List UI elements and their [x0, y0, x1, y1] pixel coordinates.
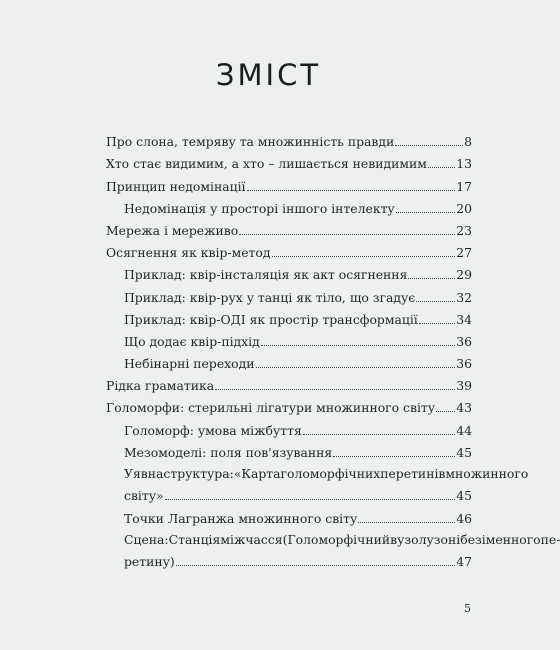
toc-entry-label: Про слона, темряву та множинність правди	[106, 134, 395, 150]
toc-entry-page: 36	[456, 333, 472, 349]
toc-entry-label: Голоморф: умова міжбуття	[124, 422, 302, 438]
toc-entry-label: Недомінація у просторі іншого інтелекту	[124, 200, 395, 216]
toc-entry-word: безіменного	[460, 531, 541, 547]
toc-entry-page: 13	[456, 156, 472, 172]
toc-entry-page: 34	[456, 311, 472, 327]
table-of-contents	[106, 130, 560, 572]
toc-entry-line-2	[124, 550, 472, 572]
leader-dots	[428, 167, 455, 168]
page-title: ЗМІСТ	[215, 58, 322, 92]
toc-entry-word: множинного	[445, 465, 529, 481]
leader-dots	[247, 190, 456, 191]
toc-entry-page: 8	[464, 134, 472, 150]
leader-dots	[436, 411, 455, 412]
toc-entry-label: Приклад: квір-інсталяція як акт осягнення	[124, 267, 408, 283]
toc-entry-page: 47	[456, 553, 472, 569]
toc-entry-label: Мережа і мереживо	[106, 222, 239, 238]
toc-entry-line-2	[124, 484, 472, 506]
leader-dots	[408, 278, 455, 279]
toc-entry[interactable]	[106, 308, 472, 330]
toc-entry[interactable]	[106, 396, 472, 418]
toc-entry-line-1	[124, 463, 529, 484]
page-number: 5	[464, 602, 471, 615]
toc-entry-word: голоморфічних	[280, 465, 381, 481]
toc-entry[interactable]	[106, 197, 472, 219]
toc-entry-page: 27	[456, 245, 472, 261]
leader-dots	[215, 389, 455, 390]
toc-entry-page: 45	[456, 487, 472, 503]
toc-entry-word: Сцена:	[124, 531, 169, 547]
toc-entry-label: Принцип недомінації	[106, 178, 246, 194]
leader-dots	[303, 434, 455, 435]
toc-entry-word: зоні	[433, 531, 461, 547]
toc-entry[interactable]	[106, 130, 472, 152]
toc-entry-label: Небінарні переходи	[124, 356, 255, 372]
toc-entry-label: Мезомоделі: поля пов'язування	[124, 444, 333, 460]
toc-entry[interactable]	[106, 374, 472, 396]
toc-entry-label: Приклад: квір-рух у танці як тіло, що згадує	[124, 289, 416, 305]
toc-entry-word: пе-	[540, 531, 560, 547]
toc-entry[interactable]	[106, 352, 472, 374]
toc-entry-word: вузол	[390, 531, 427, 547]
toc-entry-line-1	[124, 529, 560, 550]
leader-dots	[165, 499, 456, 500]
toc-entry-label: Хто стає видимим, а хто – лишається невидимим	[106, 156, 427, 172]
toc-entry-multiline[interactable]	[106, 529, 560, 572]
toc-entry-word: Станція	[168, 531, 221, 547]
toc-entry[interactable]	[106, 506, 472, 529]
toc-entry-page: 20	[456, 200, 472, 216]
toc-entry[interactable]	[106, 152, 472, 174]
toc-entry-multiline[interactable]	[106, 463, 529, 506]
toc-entry-page: 43	[456, 400, 472, 416]
toc-entry-label: Осягнення як квір-метод	[106, 245, 271, 261]
toc-entry-word: (Голоморфічний	[282, 531, 391, 547]
toc-entry[interactable]	[106, 441, 472, 463]
toc-entry-page: 36	[456, 356, 472, 372]
toc-entry-page: 46	[456, 510, 472, 526]
toc-entries	[106, 130, 472, 463]
toc-entry-label: Рідка граматика	[106, 378, 215, 394]
toc-entry-word: міжчасся	[220, 531, 283, 547]
toc-entry[interactable]	[106, 174, 472, 196]
toc-entry-label: ретину)	[124, 553, 175, 569]
toc-entry-label: Що додає квір-підхід	[124, 333, 260, 349]
toc-entry-page: 23	[456, 222, 472, 238]
toc-entry-page: 39	[456, 378, 472, 394]
toc-entry[interactable]	[106, 219, 472, 241]
leader-dots	[396, 212, 456, 213]
leader-dots	[176, 565, 455, 566]
leader-dots	[261, 345, 455, 346]
leader-dots	[239, 234, 455, 235]
toc-entry[interactable]	[106, 330, 472, 352]
toc-entry-word: у	[426, 531, 434, 547]
toc-entry[interactable]	[106, 285, 472, 307]
toc-entry-label: Приклад: квір-ОДІ як простір трансформації	[124, 311, 418, 327]
toc-entry-page: 32	[456, 289, 472, 305]
leader-dots	[333, 456, 455, 457]
leader-dots	[395, 145, 463, 146]
toc-entry-word: Уявна	[124, 465, 164, 481]
leader-dots	[272, 256, 456, 257]
toc-entry-page: 17	[456, 178, 472, 194]
leader-dots	[416, 301, 455, 302]
toc-entry-label: Голоморфи: стерильні лігатури множинного світу	[106, 400, 436, 416]
leader-dots	[256, 367, 456, 368]
toc-entry-label: Точки Лагранжа множинного світу	[124, 510, 358, 526]
toc-entry[interactable]	[106, 263, 472, 285]
toc-entry-word: перетинів	[380, 465, 446, 481]
toc-entry-word: «Карта	[233, 465, 281, 481]
leader-dots	[358, 522, 455, 523]
toc-entry-page: 29	[456, 267, 472, 283]
toc-entry[interactable]	[106, 241, 472, 263]
toc-entry[interactable]	[106, 418, 472, 440]
toc-entry-page: 44	[456, 422, 472, 438]
toc-entry-label: світу»	[124, 487, 164, 503]
toc-entry-word: структура:	[163, 465, 234, 481]
toc-entry-page: 45	[456, 444, 472, 460]
leader-dots	[419, 323, 455, 324]
